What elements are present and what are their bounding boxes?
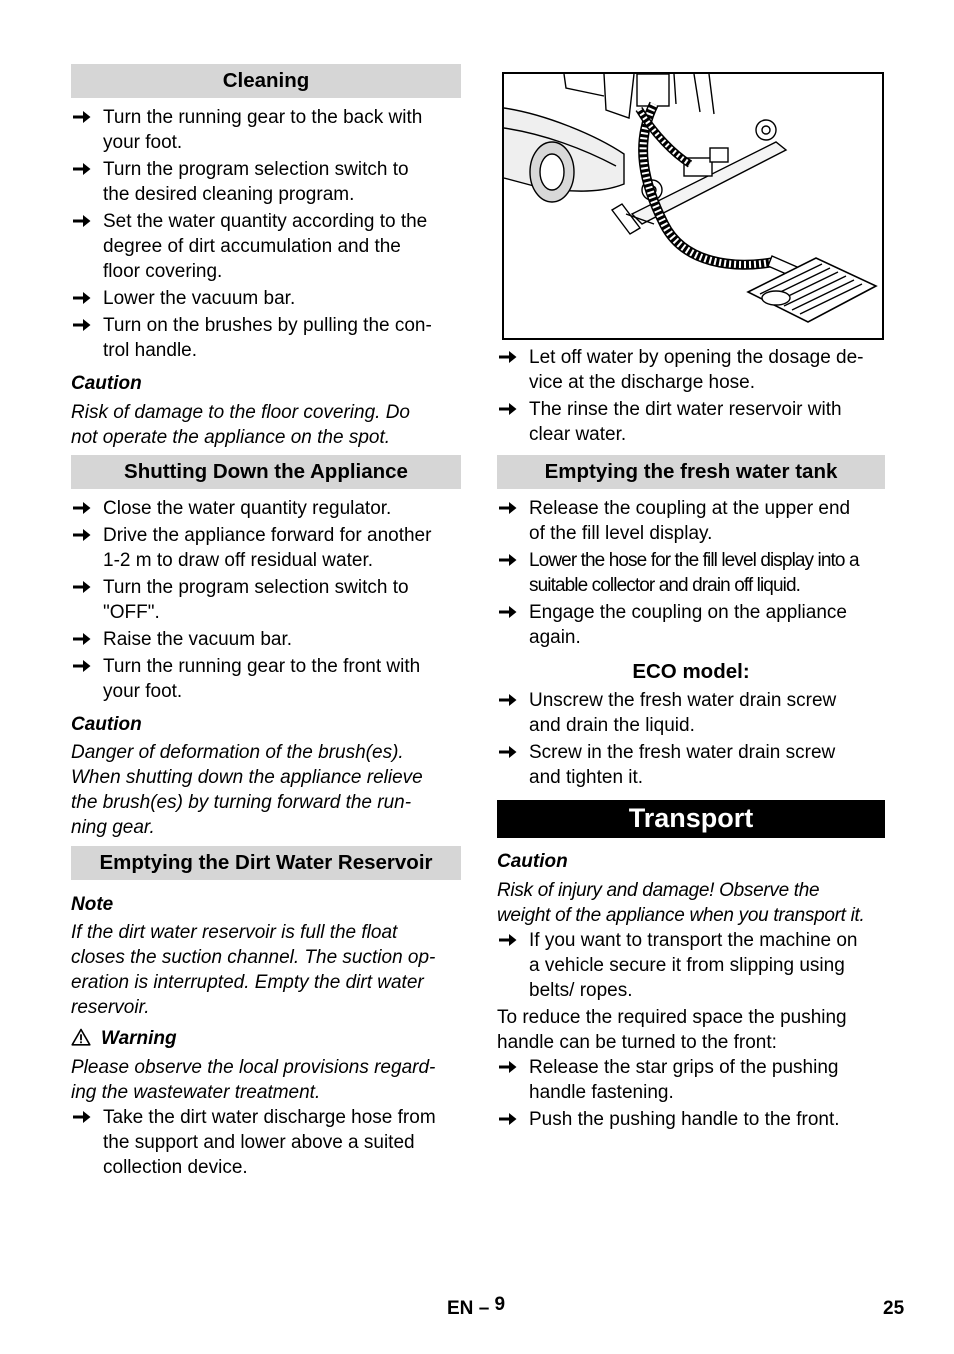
bullet-line: "OFF". <box>103 602 160 623</box>
bullet-line: Let off water by opening the dosage de- <box>529 347 864 368</box>
arrow-right-icon <box>73 1110 91 1124</box>
bullet-item <box>497 1055 885 1105</box>
bullet-item <box>497 345 885 395</box>
bullet-line: trol handle. <box>103 340 198 361</box>
freshwater-bullets <box>497 496 885 650</box>
bullet-line: Turn the program selection switch to <box>103 577 409 598</box>
arrow-right-icon <box>499 402 517 416</box>
text-line: Risk of damage to the floor covering. Do <box>71 402 411 423</box>
bullet-line: Turn on the brushes by pulling the con- <box>103 315 432 336</box>
text-line: Please observe the local provisions regard- <box>71 1057 436 1078</box>
bullet-line: Turn the running gear to the front with <box>103 656 421 677</box>
arrow-right-icon <box>499 933 517 947</box>
arrow-right-icon <box>499 350 517 364</box>
bullet-line: Release the star grips of the pushing <box>529 1057 839 1078</box>
text-line: If the dirt water reservoir is full the float <box>71 922 398 943</box>
transport-heading: Transport <box>497 800 885 838</box>
bullet-item <box>71 627 461 652</box>
arrow-right-icon <box>73 659 91 673</box>
bullet-item <box>497 548 885 598</box>
freshwater-heading: Emptying the fresh water tank <box>497 455 885 489</box>
bullet-line: Lower the vacuum bar. <box>103 288 296 309</box>
eco-bullets <box>497 688 885 790</box>
text-line: closes the suction channel. The suction op- <box>71 947 436 968</box>
footer-dash: – <box>478 1298 490 1319</box>
bullet-item <box>497 688 885 738</box>
arrow-right-icon <box>73 162 91 176</box>
bullet-item <box>71 157 461 207</box>
arrow-right-icon <box>499 745 517 759</box>
bullet-line: collection device. <box>103 1157 248 1178</box>
text-line: Risk of injury and damage! Observe the <box>497 880 820 901</box>
text-line: eration is interrupted. Empty the dirt water <box>71 972 424 993</box>
bullet-line: The rinse the dirt water reservoir with <box>529 399 842 420</box>
text-line: weight of the appliance when you transport it. <box>497 905 865 926</box>
cleaning-caution-label: Caution <box>71 373 142 394</box>
footer-section-page: 9 <box>494 1294 506 1315</box>
bullet-line: Release the coupling at the upper end <box>529 498 851 519</box>
footer-lang: EN <box>447 1298 474 1319</box>
dirtwater-heading: Emptying the Dirt Water Reservoir <box>71 846 461 880</box>
bullet-line: and drain the liquid. <box>529 715 695 736</box>
bullet-line: Close the water quantity regulator. <box>103 498 392 519</box>
bullet-item <box>497 928 885 1003</box>
dirtwater-bullets <box>71 1105 461 1180</box>
bullet-item <box>71 523 461 573</box>
text-line: handle can be turned to the front: <box>497 1032 777 1053</box>
bullet-item <box>497 496 885 546</box>
footer-page-number: 25 <box>883 1298 905 1319</box>
bullet-line: Set the water quantity according to the <box>103 211 428 232</box>
dirtwater-warning-text <box>71 1055 461 1105</box>
text-line: not operate the appliance on the spot. <box>71 427 391 448</box>
bullet-line: Engage the coupling on the appliance <box>529 602 847 623</box>
bullet-line: suitable collector and drain off liquid. <box>529 575 801 596</box>
bullet-line: Screw in the fresh water drain screw <box>529 742 836 763</box>
bullet-line: floor covering. <box>103 261 223 282</box>
transport-caution-text <box>497 878 885 928</box>
bullet-item <box>497 1107 885 1132</box>
bullet-line: Turn the program selection switch to <box>103 159 409 180</box>
bullet-item <box>71 313 461 363</box>
bullet-line: Raise the vacuum bar. <box>103 629 293 650</box>
bullet-item <box>71 286 461 311</box>
shutdown-bullets <box>71 496 461 704</box>
arrow-right-icon <box>73 291 91 305</box>
arrow-right-icon <box>73 110 91 124</box>
bullet-line: Take the dirt water discharge hose from <box>103 1107 436 1128</box>
bullet-line: the support and lower above a suited <box>103 1132 415 1153</box>
bullet-line: your foot. <box>103 681 183 702</box>
text-line: ing the wastewater treatment. <box>71 1082 321 1103</box>
dirtwater-warning <box>71 1026 461 1051</box>
text-line: When shutting down the appliance relieve <box>71 767 423 788</box>
text-line: reservoir. <box>71 997 150 1018</box>
discharge-hose-illustration <box>502 72 884 340</box>
bullet-line: Lower the hose for the fill level display into a <box>529 550 859 571</box>
bullet-item <box>71 575 461 625</box>
bullet-line: of the fill level display. <box>529 523 713 544</box>
arrow-right-icon <box>499 1112 517 1126</box>
arrow-right-icon <box>499 605 517 619</box>
warning-triangle-icon <box>71 1028 91 1046</box>
shutdown-caution-text <box>71 740 461 840</box>
transport-bullets-1 <box>497 928 885 1003</box>
bullet-item <box>497 740 885 790</box>
arrow-right-icon <box>499 553 517 567</box>
bullet-line: vice at the discharge hose. <box>529 372 756 393</box>
bullet-line: If you want to transport the machine on <box>529 930 858 951</box>
bullet-line: clear water. <box>529 424 627 445</box>
footer-section-ref <box>447 1294 506 1320</box>
dirtwater-note-text <box>71 920 461 1020</box>
text-line: Danger of deformation of the brush(es). <box>71 742 404 763</box>
cleaning-heading: Cleaning <box>71 64 461 98</box>
arrow-right-icon <box>499 693 517 707</box>
transport-caution-label: Caution <box>497 851 568 872</box>
bullet-line: Turn the running gear to the back with <box>103 107 423 128</box>
text-line: the brush(es) by turning forward the run- <box>71 792 412 813</box>
bullet-item <box>497 600 885 650</box>
transport-bullets-2 <box>497 1055 885 1132</box>
arrow-right-icon <box>73 318 91 332</box>
bullet-line: 1-2 m to draw off residual water. <box>103 550 373 571</box>
arrow-right-icon <box>73 501 91 515</box>
bullet-line: and tighten it. <box>529 767 644 788</box>
shutdown-caution-label: Caution <box>71 714 142 735</box>
after-figure-bullets <box>497 345 885 447</box>
discharge-hose-drawing <box>504 74 882 338</box>
cleaning-caution-text <box>71 400 461 450</box>
bullet-item <box>71 496 461 521</box>
bullet-item <box>71 654 461 704</box>
transport-paragraph <box>497 1005 885 1055</box>
cleaning-bullets <box>71 105 461 363</box>
text-line: ning gear. <box>71 817 155 838</box>
bullet-line: a vehicle secure it from slipping using <box>529 955 845 976</box>
arrow-right-icon <box>73 214 91 228</box>
arrow-right-icon <box>499 501 517 515</box>
bullet-line: handle fastening. <box>529 1082 674 1103</box>
eco-heading: ECO model: <box>632 660 750 683</box>
bullet-item <box>71 209 461 284</box>
arrow-right-icon <box>73 580 91 594</box>
dirtwater-note-label: Note <box>71 894 114 915</box>
bullet-line: Drive the appliance forward for another <box>103 525 432 546</box>
text-line: To reduce the required space the pushing <box>497 1007 847 1028</box>
bullet-line: degree of dirt accumulation and the <box>103 236 401 257</box>
arrow-right-icon <box>73 632 91 646</box>
bullet-line: the desired cleaning program. <box>103 184 355 205</box>
bullet-line: Unscrew the fresh water drain screw <box>529 690 837 711</box>
bullet-item <box>71 105 461 155</box>
shutdown-heading: Shutting Down the Appliance <box>71 455 461 489</box>
bullet-line: again. <box>529 627 581 648</box>
dirtwater-warning-label: Warning <box>101 1028 177 1049</box>
bullet-line: Push the pushing handle to the front. <box>529 1109 840 1130</box>
bullet-item <box>71 1105 461 1180</box>
arrow-right-icon <box>499 1060 517 1074</box>
bullet-item <box>497 397 885 447</box>
bullet-line: your foot. <box>103 132 183 153</box>
bullet-line: belts/ ropes. <box>529 980 633 1001</box>
arrow-right-icon <box>73 528 91 542</box>
